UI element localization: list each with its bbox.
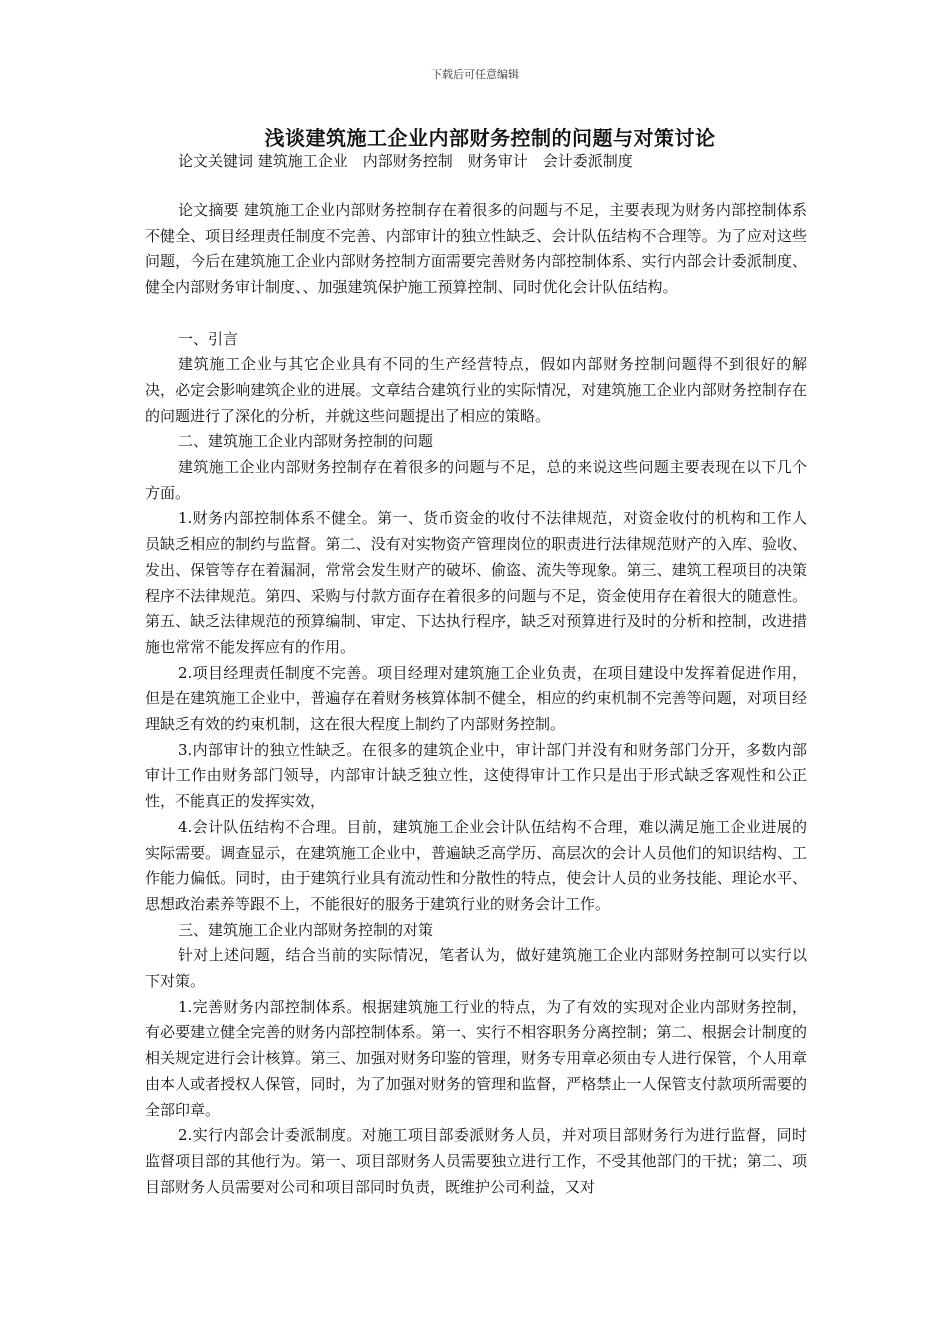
body-paragraph: 3.内部审计的独立性缺乏。在很多的建筑企业中，审计部门并没有和财务部门分开，多数内部审计工作由财务部门领导，内部审计缺乏独立性，这使得审计工作只是出于形式缺乏客观性和公正性，不能真正的发挥实效，: [145, 740, 807, 811]
body-paragraph: 建筑施工企业内部财务控制存在着很多的问题与不足，总的来说这些问题主要表现在以下几个方面。: [145, 458, 807, 502]
body-paragraph: 2.实行内部会计委派制度。对施工项目部委派财务人员，并对项目部财务行为进行监督，同时监督项目部的其他行为。第一、项目部财务人员需要独立进行工作，不受其他部门的干扰；第二、项目部财务人员需要对公司和项目部同时负责，既维护公司利益，又对: [145, 1126, 807, 1196]
section-heading-countermeasures: 三、建筑施工企业内部财务控制的对策: [178, 920, 434, 939]
body-paragraph: 4.会计队伍结构不合理。目前，建筑施工企业会计队伍结构不合理，难以满足施工企业进展的实际需要。调查显示，在建筑施工企业中，普遍缺乏高学历、高层次的会计人员他们的知识结构、工作能力偏低。同时，由于建筑行业具有流动性和分散性的特点，使会计人员的业务技能、理论水平、思想政治素养等跟不上，不能很好的服务于建筑行业的财务会计工作。: [145, 817, 807, 913]
body-paragraph: 针对上述问题，结合当前的实际情况，笔者认为，做好建筑施工企业内部财务控制可以实行以下对策。: [145, 946, 807, 991]
abstract-paragraph: 论文摘要 建筑施工企业内部财务控制存在着很多的问题与不足，主要表现为财务内部控制体系不健全、项目经理责任制度不完善、内部审计的独立性缺乏、会计队伍结构不合理等。为了应对这些问题，今后在建筑施工企业内部财务控制方面需要完善财务内部控制体系、实行内部会计委派制度、健全内部财务审计制度、、加强建筑保护施工预算控制、同时优化会计队伍结构。: [145, 201, 807, 297]
body-paragraph: 1.完善财务内部控制体系。根据建筑施工行业的特点，为了有效的实现对企业内部财务控制，有必要建立健全完善的财务内部控制体系。第一、实行不相容职务分离控制；第二、根据会计制度的相关规定进行会计核算。第三、加强对财务印鉴的管理，财务专用章必须由专人进行保管，个人用章由本人或者授权人保管，同时，为了加强对财务的管理和监督，严格禁止一人保管支付款项所需要的全部印章。: [145, 997, 807, 1119]
header-note: 下载后可任意编辑: [431, 68, 519, 81]
body-paragraph: 建筑施工企业与其它企业具有不同的生产经营特点，假如内部财务控制问题得不到很好的解决，必定会影响建筑企业的进展。文章结合建筑行业的实际情况，对建筑施工企业内部财务控制存在的问题进行了深化的分析，并就这些问题提出了相应的策略。: [145, 355, 807, 425]
body-paragraph: 1.财务内部控制体系不健全。第一、货币资金的收付不法律规范，对资金收付的机构和工作人员缺乏相应的制约与监督。第二、没有对实物资产管理岗位的职责进行法律规范财产的入库、验收、发出、保管等存在着漏洞，常常会发生财产的破坏、偷盗、流失等现象。第三、建筑工程项目的决策程序不法律规范。第四、采购与付款方面存在着很多的问题与不足，资金使用存在着很大的随意性。第五、缺乏法律规范的预算编制、审定、下达执行程序，缺乏对预算进行及时的分析和控制，改进措施也常常不能发挥应有的作用。: [145, 509, 807, 656]
section-heading-problems: 二、建筑施工企业内部财务控制的问题: [178, 432, 434, 451]
section-heading-intro: 一、引言: [178, 329, 239, 348]
keywords-line: 论文关键词 建筑施工企业 内部财务控制 财务审计 会计委派制度: [178, 152, 633, 170]
paper-title: 浅谈建筑施工企业内部财务控制的问题与对策讨论: [264, 126, 716, 150]
body-paragraph: 2.项目经理责任制度不完善。项目经理对建筑施工企业负责，在项目建设中发挥着促进作用，但是在建筑施工企业中，普遍存在着财务核算体制不健全，相应的约束机制不完善等问题，对项目经理缺乏有效的约束机制，这在很大程度上制约了内部财务控制。: [145, 663, 807, 734]
body-text: [145, 198, 807, 1200]
